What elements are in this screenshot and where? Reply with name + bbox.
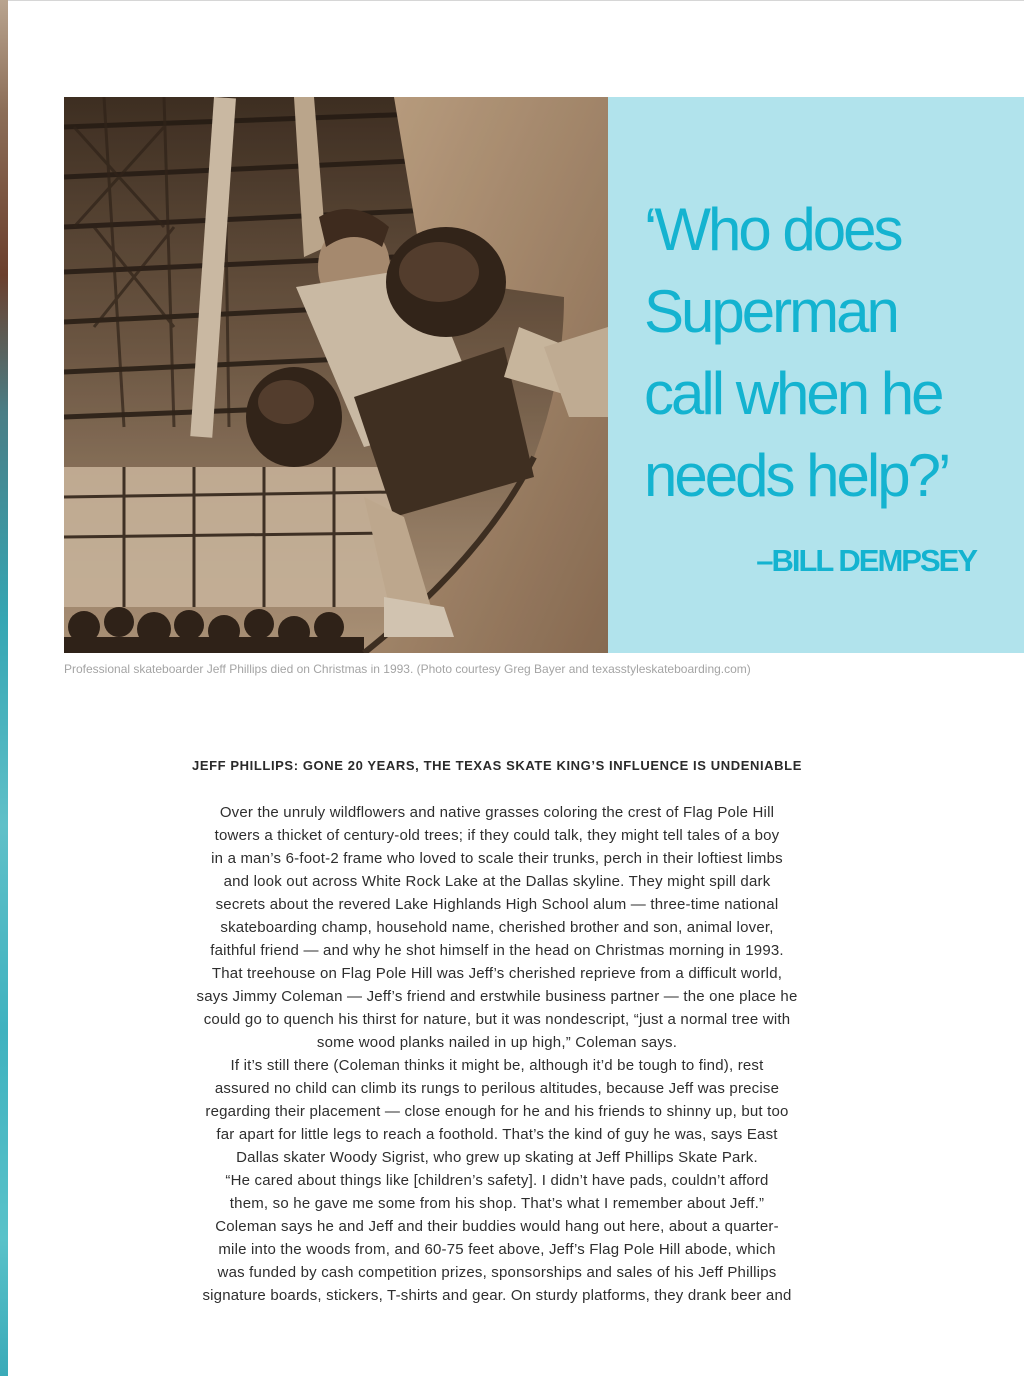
article-body-line: towers a thicket of century-old trees; if they could talk, they might tell tales of a boy [214, 827, 780, 844]
article-body-line: could go to quench his thirst for nature, but it was nondescript, “just a normal tree with [203, 1011, 791, 1028]
article-body-line: That treehouse on Flag Pole Hill was Jeff’s cherished reprieve from a difficult world, [211, 965, 783, 982]
page-edge-decoration [0, 0, 8, 1376]
article-body-line: skateboarding champ, household name, cherished brother and son, animal lover, [220, 919, 774, 936]
article-body [130, 801, 864, 1307]
article-body-line: them, so he gave me some from his shop. That’s what I remember about Jeff.” [229, 1195, 765, 1212]
article-body-line: faithful friend — and why he shot himself in the head on Christmas morning in 1993. [210, 942, 784, 959]
article-body-line: mile into the woods from, and 60-75 feet above, Jeff’s Flag Pole Hill abode, which [218, 1241, 776, 1258]
pull-quote-panel [608, 97, 1024, 653]
pull-quote-line: call when he [644, 360, 942, 427]
page-top-rule [0, 0, 1024, 1]
article-body-line: Coleman says he and Jeff and their buddies would hang out here, about a quarter- [215, 1218, 779, 1235]
article-body-line: signature boards, stickers, T-shirts and gear. On sturdy platforms, they drank beer and [202, 1287, 792, 1304]
article-headline: JEFF PHILLIPS: GONE 20 YEARS, THE TEXAS SKATE KING’S INFLUENCE IS UNDENIABLE [192, 758, 802, 773]
article-body-line: some wood planks nailed in up high,” Coleman says. [316, 1034, 678, 1051]
article-body-line: far apart for little legs to reach a foothold. That’s the kind of guy he was, says East [216, 1126, 778, 1143]
article-body-line: and look out across White Rock Lake at the Dallas skyline. They might spill dark [223, 873, 771, 890]
quote-attribution: –BILL DEMPSEY [756, 543, 976, 578]
article-body-line: regarding their placement — close enough for he and his friends to shinny up, but too [205, 1103, 789, 1120]
photo-caption: Professional skateboarder Jeff Phillips died on Christmas in 1993. (Photo courtesy Greg Bayer and texasstyleskateboarding.com) [64, 662, 751, 676]
pull-quote-line: ‘Who does [644, 196, 901, 263]
article-body-line: in a man’s 6-foot-2 frame who loved to scale their trunks, perch in their loftiest limbs [211, 850, 783, 867]
article-body-line: If it’s still there (Coleman thinks it might be, although it’d be tough to find), rest [230, 1057, 764, 1074]
pull-quote-line: needs help?’ [644, 442, 949, 509]
skateboarder-photo [64, 97, 608, 653]
pull-quote-line: Superman [644, 278, 897, 345]
article-body-line: Over the unruly wildflowers and native grasses coloring the crest of Flag Pole Hill [219, 804, 775, 821]
pull-quote [644, 189, 1014, 517]
article-body-line: secrets about the revered Lake Highlands High School alum — three-time national [215, 896, 779, 913]
article-body-line: Dallas skater Woody Sigrist, who grew up skating at Jeff Phillips Skate Park. [236, 1149, 758, 1166]
article-body-line: assured no child can climb its rungs to perilous altitudes, because Jeff was precise [214, 1080, 780, 1097]
article-body-line: says Jimmy Coleman — Jeff’s friend and erstwhile business partner — the one place he [196, 988, 798, 1005]
article-body-line: “He cared about things like [children’s safety]. I didn’t have pads, couldn’t afford [225, 1172, 769, 1189]
article-body-line: was funded by cash competition prizes, sponsorships and sales of his Jeff Phillips [217, 1264, 777, 1281]
